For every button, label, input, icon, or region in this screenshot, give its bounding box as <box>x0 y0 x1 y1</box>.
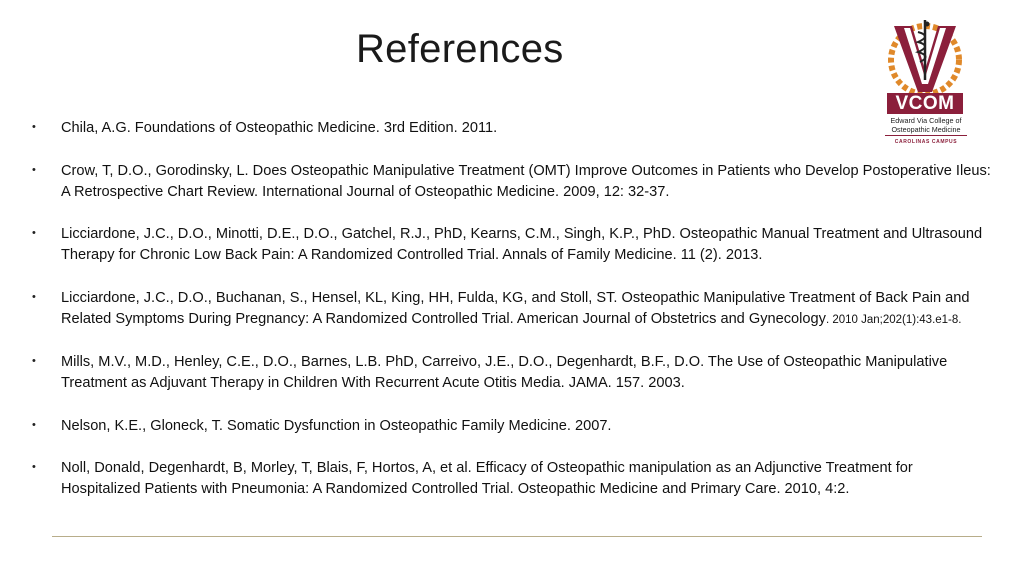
reference-item <box>32 118 992 139</box>
reference-text: Licciardone, J.C., D.O., Buchanan, S., Hensel, KL, King, HH, Fulda, KG, and Stoll, ST. Osteopathic Manipulative Treatment of Back Pain and Related Symptoms During Pregnancy: A Randomized Controlled Trial. American Journal of Obstetrics and Gynecology <box>61 289 970 327</box>
reference-item <box>32 458 992 500</box>
bullet-icon: • <box>32 121 36 133</box>
logo-campus: CAROLINAS CAMPUS <box>894 139 958 145</box>
logo-wordmark: VCOM <box>887 93 963 114</box>
reference-citation-small: . 2010 Jan;202(1):43.e1-8. <box>825 313 962 326</box>
bullet-icon: • <box>32 163 36 176</box>
footer-divider <box>52 536 982 537</box>
bullet-icon: • <box>32 355 36 367</box>
bullet-icon: • <box>32 461 36 473</box>
reference-text: Mills, M.V., M.D., Henley, C.E., D.O., Barnes, L.B. PhD, Carreivo, J.E., D.O., Degenhardt, B.F., D.O. The Use of Osteopathic Manipulative Treatment as Adjuvant Therapy in Children With Recurrent Acute Otitis Media. JAMA. 157. 2003. <box>61 354 948 391</box>
logo-subtitle-line1: Edward Via College of <box>890 116 962 125</box>
bullet-icon: • <box>32 290 36 303</box>
bullet-icon: • <box>32 227 36 239</box>
reference-text: Licciardone, J.C., D.O., Minotti, D.E., D.O., Gatchel, R.J., PhD, Kearns, C.M., Singh, K.P., PhD. Osteopathic Manual Treatment and Ultrasound Therapy for Chronic Low Back Pain: A Randomized Controlled Trial. Annals of Family Medicine. 11 (2). 2013. <box>61 226 983 263</box>
logo-subtitle-line2: Osteopathic Medicine <box>891 125 961 134</box>
slide-title: References <box>356 27 564 71</box>
reference-text: Noll, Donald, Degenhardt, B, Morley, T, Blais, F, Hortos, A, et al. Efficacy of Osteopathic manipulation as an Adjunctive Treatment for Hospitalized Patients with Pneumonia: A Randomized Controlled Trial. Osteopathic Medicine and Primary Care. 2010, 4:2. <box>61 460 913 497</box>
reference-text: Nelson, K.E., Gloneck, T. Somatic Dysfunction in Osteopathic Family Medicine. 2007. <box>61 417 612 434</box>
reference-text: Crow, T, D.O., Gorodinsky, L. Does Osteopathic Manipulative Treatment (OMT) Improve Outcomes in Patients who Develop Postoperative Ileus: A Retrospective Chart Review. International Journal of Osteopathic Medicine. 2009, 12: 32-37. <box>61 162 991 200</box>
reference-item <box>32 224 992 266</box>
caduceus-in-v-icon <box>882 20 968 94</box>
reference-item <box>32 161 992 203</box>
reference-item <box>32 288 992 331</box>
reference-list <box>32 118 992 522</box>
reference-text: Chila, A.G. Foundations of Osteopathic Medicine. 3rd Edition. 2011. <box>61 120 498 136</box>
bullet-icon: • <box>32 418 36 431</box>
reference-item <box>32 352 992 394</box>
reference-item <box>32 416 992 437</box>
